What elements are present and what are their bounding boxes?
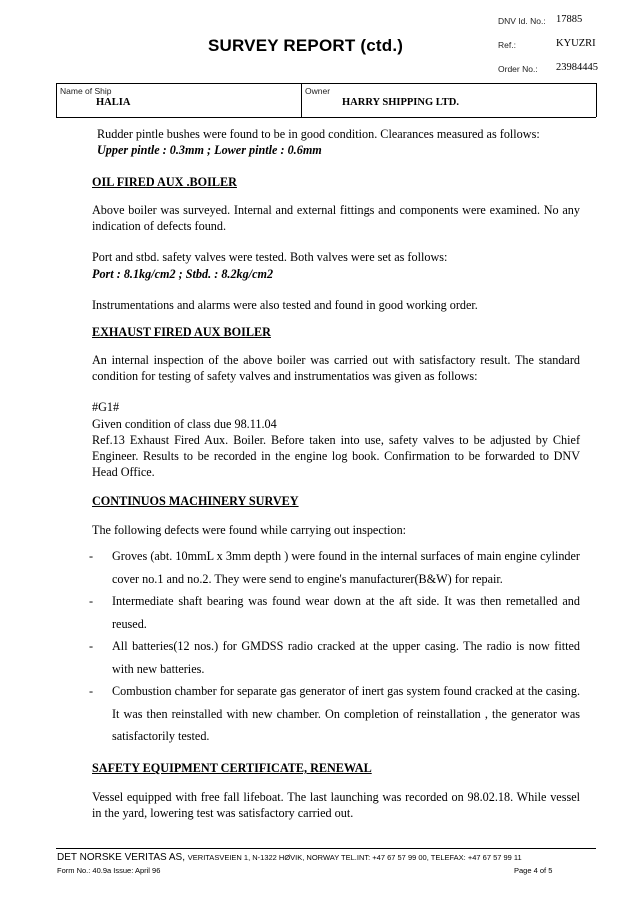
rudder-paragraph: Rudder pintle bushes were found to be in good condition. Clearances measured as follows: bbox=[97, 127, 540, 141]
footer-company: DET NORSKE VERITAS AS, bbox=[57, 852, 185, 863]
dnv-id-value: 17885 bbox=[556, 14, 583, 25]
ship-name-label: Name of Ship bbox=[60, 86, 112, 96]
ship-box-bottom-rule bbox=[56, 117, 596, 118]
ship-box-top-rule bbox=[56, 83, 596, 84]
owner-value: HARRY SHIPPING LTD. bbox=[342, 97, 459, 108]
machinery-survey-intro: The following defects were found while carrying out inspection: bbox=[92, 523, 407, 538]
ship-box-divider bbox=[301, 83, 302, 117]
report-body bbox=[89, 126, 580, 822]
list-item: - Groves (abt. 10mmL x 3mm depth ) were found in the internal surfaces of main engine cylinder cover no.1 and no.2. They were send to engine's manufacturer(B&W) for repair. bbox=[89, 549, 580, 586]
order-label: Order No.: bbox=[498, 64, 538, 74]
order-value: 23984445 bbox=[556, 62, 598, 73]
footer-address: VERITASVEIEN 1, N-1322 HØVIK, NORWAY TEL.INT: +47 67 57 99 00, TELEFAX: +47 67 57 99 11 bbox=[187, 853, 522, 862]
list-item: - All batteries(12 nos.) for GMDSS radio cracked at the upper casing. The radio is now fitted with new batteries. bbox=[89, 639, 580, 676]
oil-boiler-paragraph-1: Above boiler was surveyed. Internal and external fittings and components were examined. No any indication of defects found. bbox=[92, 202, 580, 234]
exhaust-boiler-given: Given condition of class due 98.11.04 bbox=[92, 416, 277, 431]
safety-equipment-heading: SAFETY EQUIPMENT CERTIFICATE, RENEWAL bbox=[92, 760, 372, 775]
owner-label: Owner bbox=[305, 86, 331, 96]
ship-box-right-rule bbox=[596, 83, 597, 117]
machinery-survey-heading: CONTINUOS MACHINERY SURVEY bbox=[92, 493, 299, 508]
list-item: - Intermediate shaft bearing was found wear down at the aft side. It was then remetalled and reused. bbox=[89, 594, 580, 631]
dnv-id-label: DNV Id. No.: bbox=[498, 16, 546, 26]
footer-rule bbox=[56, 848, 596, 849]
footer-company-line bbox=[57, 852, 522, 863]
oil-boiler-heading: OIL FIRED AUX .BOILER bbox=[92, 174, 237, 189]
exhaust-boiler-heading: EXHAUST FIRED AUX BOILER bbox=[92, 325, 271, 340]
exhaust-boiler-ref: Ref.13 Exhaust Fired Aux. Boiler. Before taken into use, safety valves to be adjusted by Chief Engineer. Results to be recorded in the engine log book. Confirmation to be forwarded to DNV Head Office. bbox=[92, 432, 580, 480]
list-item: - Combustion chamber for separate gas generator of inert gas system found cracked at the casing. It was then reinstalled with new chamber. On completion of reinstallation , the generator was satisfactorily tested. bbox=[89, 684, 580, 744]
rudder-clearances: Upper pintle : 0.3mm ; Lower pintle : 0.6mm bbox=[97, 143, 322, 158]
ref-label: Ref.: bbox=[498, 40, 516, 50]
report-title: SURVEY REPORT (ctd.) bbox=[208, 36, 404, 55]
exhaust-boiler-code: #G1# bbox=[92, 400, 120, 415]
footer-page: Page 4 of 5 bbox=[514, 866, 553, 875]
ship-box-left-rule bbox=[56, 83, 57, 117]
ship-name-value: HALIA bbox=[96, 97, 131, 108]
safety-equipment-paragraph: Vessel equipped with free fall lifeboat. The last launching was recorded on 98.02.18. While vessel in the yard, lowering test was satisfactory carried out. bbox=[92, 790, 580, 821]
oil-boiler-paragraph-2: Port and stbd. safety valves were tested. Both valves were set as follows: bbox=[92, 250, 448, 265]
defects-list bbox=[90, 545, 580, 748]
oil-boiler-valve-settings: Port : 8.1kg/cm2 ; Stbd. : 8.2kg/cm2 bbox=[92, 266, 274, 281]
footer-form: Form No.: 40.9a Issue: April 96 bbox=[57, 866, 161, 875]
oil-boiler-paragraph-3: Instrumentations and alarms were also tested and found in good working order. bbox=[92, 298, 478, 313]
ref-value: KYUZRI bbox=[556, 38, 596, 49]
exhaust-boiler-paragraph: An internal inspection of the above boiler was carried out with satisfactory result. The standard condition for testing of safety valves and instrumentatios was given as follows: bbox=[92, 352, 580, 383]
